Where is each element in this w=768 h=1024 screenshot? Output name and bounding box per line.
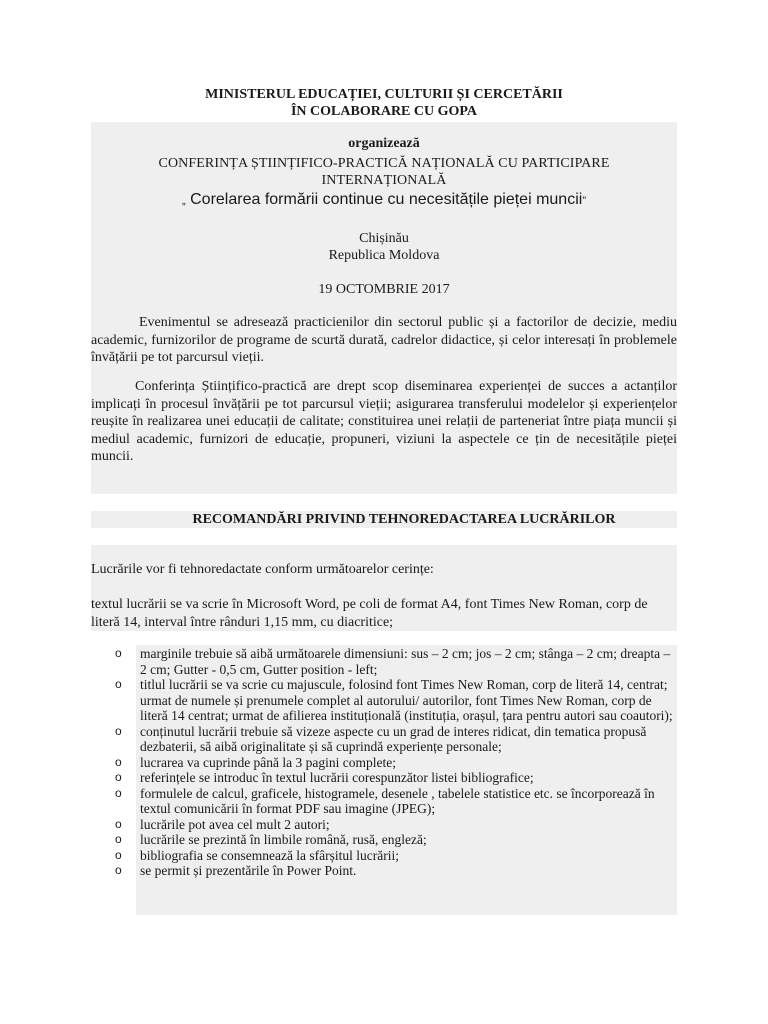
list-item-text: referințele se introduc în textul lucrării corespunzător listei bibliografice; [140,770,534,785]
list-item [91,863,677,879]
event-date: 19 OCTOMBRIE 2017 [318,282,450,297]
list-item-text: lucrările pot avea cel mult 2 autori; [140,816,330,832]
paragraph-audience [91,314,677,367]
organizes-label: organizează [348,136,420,151]
list-item [91,832,677,848]
ministry-line-1: MINISTERUL EDUCAȚIEI, CULTURII ȘI CERCETĂRII [205,87,563,102]
requirements-intro: Lucrările vor fi tehnoredactate conform următoarelor cerințe: [91,562,434,577]
list-item [91,817,677,833]
list-item [91,848,677,864]
event-city: Chișinău [359,231,409,246]
list-item [91,646,677,677]
close-quote: ” [582,195,586,207]
list-item-text: bibliografia se consemnează la sfârșitul lucrării; [140,847,400,863]
conference-name-line-2: INTERNAȚIONALĂ [321,173,447,188]
list-item [91,755,677,771]
bullet-icon: o [115,816,122,831]
ministry-line-2: ÎN COLABORARE CU GOPA [290,104,478,119]
conference-name [91,155,677,189]
list-item-text: conținutul lucrării trebuie să vizeze aspecte cu un grad de interes ridicat, din tematica propusă dezbaterii, să aibă originalitate și să cuprindă experiențe personale; [140,723,647,754]
list-item-text: lucrările se prezintă în limbile română, rusă, engleză; [140,832,427,847]
paragraph-audience-text: Evenimentul se adresează practicienilor din sectorul public și a factorilor de decizie, mediu academic, furnizorilor de programe de scurtă durată, cadrelor didactice, și celor interesați în problemele învățării pe tot parcursul vieții. [91,315,677,365]
conference-title [91,190,677,211]
list-item [91,786,677,817]
list-item [91,677,677,724]
recommendations-heading: RECOMANDĂRI PRIVIND TEHNOREDACTAREA LUCRĂRILOR [192,512,616,527]
bullet-icon: o [115,863,122,877]
bullet-icon: o [115,785,122,800]
conference-name-line-1: CONFERINȚA ȘTIINȚIFICO-PRACTICĂ NAȚIONALĂ CU PARTICIPARE [158,156,610,171]
bullet-icon: o [115,847,122,862]
paragraph-purpose-text: Conferința Științifico-practică are drept scop diseminarea experienței de succes a actanților implicați în procesul învățării pe tot parcursul vieții; asigurarea transferului modelelor și experiențelor reușite în realizarea unei educații de calitate; constituirea unei relații de parteneriat între piața muncii și mediul academic, furnizori de educație, propuneri, viziuni la aspectele ce țin de necesitățile pieței muncii. [91,379,677,464]
bullet-icon: o [115,723,122,738]
list-item-text: se permit și prezentările în Power Point. [140,863,357,878]
list-item-text: titlul lucrării se va scrie cu majuscule, folosind font Times New Roman, corp de literă 14, centrat; urmat de numele și prenumele complet al autorului/ autorilor, font Times New Roman, corp de literă 14 centrat; urmat de afilierea instituțională (instituția, orașul, țara pentru autori sau coautori); [140,677,673,723]
list-item-text: lucrarea va cuprinde până la 3 pagini complete; [140,754,397,770]
bullet-icon: o [115,754,122,769]
event-country: Republica Moldova [328,248,440,263]
open-quote: „ [182,195,186,207]
list-item-text: marginile trebuie să aibă următoarele dimensiuni: sus – 2 cm; jos – 2 cm; stânga – 2 cm; dreapta – 2 cm; Gutter - 0,5 cm, Gutter position - left; [140,646,671,677]
bullet-icon: o [115,646,122,660]
ministry-heading [0,86,768,120]
event-location [91,230,677,264]
list-item [91,724,677,755]
list-item [91,770,677,786]
paragraph-purpose [91,378,677,466]
bullet-icon: o [115,677,122,691]
conference-title-text: Corelarea formării continue cu necesitățile pieței muncii [185,191,583,208]
text-format-requirement: textul lucrării se va scrie în Microsoft Word, pe coli de format A4, font Times New Roman, corp de literă 14, interval între rânduri 1,15 mm, cu diacritice; [91,597,648,630]
bullet-icon: o [115,770,122,784]
list-item-text: formulele de calcul, graficele, histogramele, desenele , tabelele statistice etc. se încorporează în textul comunicării în format PDF sau imagine (JPEG); [140,785,655,816]
bullet-icon: o [115,832,122,846]
requirements-list [91,646,677,879]
